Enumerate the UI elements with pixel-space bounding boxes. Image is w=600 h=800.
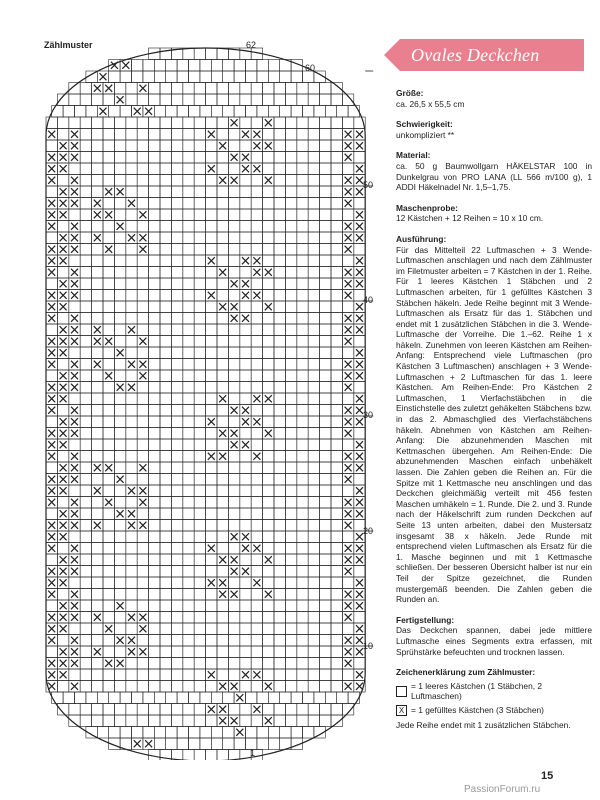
- row-label-10: 10: [363, 641, 374, 651]
- section-body-gauge: 12 Kästchen + 12 Reihen = 10 x 10 cm.: [396, 213, 544, 224]
- row-label-50: 50: [363, 180, 374, 190]
- row-label-1: 1: [250, 748, 256, 758]
- row-label-20: 20: [363, 526, 374, 536]
- section-body-execution: Für das Mittelteil 22 Luftmaschen + 3 Wende-Luftmaschen anschlagen und nach dem Zählmuster im Filetmuster arbeiten = 7 Kästchen in der 1. Reihe. Für 1 leeres Kästchen 1 Stäbchen und 2 Luftmaschen arbeiten, für 1 gefülltes Kästchen 3 Stäbchen häkeln. Jede Reihe beginnt mit 3 Wende-Luftmaschen als Ersatz für das 1. Stäbchen und endet mit 1 zusätzlichen Stäbchen in die 3. Wende-Luftmasche der Vorreihe. Die 1.–62. Reihe 1 x häkeln. Zunehmen von leeren Kästchen am Reihen-Anfang: Entsprechend viele Luftmaschen (pro Kästchen 3 Luftmaschen) anschlagen + 3 Wende-Luftmaschen + 2 Luftmaschen für das 1. leere Kästchen. Am Reihen-Ende: Pro Kästchen 2 Luftmaschen, 1 Vierfachstäbchen in die Einstichstelle des zuletzt gehäkelten Stäbchens bzw. in das 2. Abmaschglied des Vierfachstäbchens häkeln. Abnehmen von Kästchen am Reihen-Anfang: Die abzunehmenden Maschen mit Kettmaschen übergehen. Am Reihen-Ende: Die abzunehmenden Maschen einfach unbehäkelt lassen. Die Zahlen geben die Reihen an. Für die Spitze mit 1 Kettmasche neu anschlingen und das Deckchen gleichmäßig verteilt mit 456 festen Maschen umhäkeln = 1. Runde. Die 2. und 3. Runde nach der Häkelschrift zum runden Deckchen auf Seite 13 unten arbeiten, dabei den Mustersatz insgesamt 38 x häkeln. Jede Runde mit entsprechend vielen Luftmaschen als Ersatz für die 1. Masche beginnen und mit 1 Kettmasche schließen. Der besseren Übersicht halber ist nur ein Teil der Spitze gezeichnet, die Runden mustergemäß beenden. Die Zahlen geben die Runden an.: [396, 244, 592, 605]
- section-heading-gauge: Maschenprobe:: [396, 202, 458, 213]
- chart-grid: [40, 40, 380, 760]
- empty-box-icon: [396, 686, 407, 697]
- section-body-size: ca. 26,5 x 55,5 cm: [396, 98, 465, 109]
- section-heading-material: Material:: [396, 150, 431, 161]
- chart-title: Zählmuster: [44, 40, 93, 50]
- section-heading-execution: Ausführung:: [396, 233, 447, 244]
- page-number: 15: [541, 770, 554, 782]
- section-body-difficulty: unkompliziert **: [396, 129, 455, 140]
- watermark: PassionForum.ru: [464, 784, 541, 795]
- section-body-material: ca. 50 g Baumwollgarn HÄKELSTAR 100 in Dunkelgrau von PRO LANA (LL 566 m/100 g), 1 ADDI Häkelnadel Nr. 1,5–1,75.: [396, 160, 592, 193]
- instructions-column: [396, 82, 592, 730]
- filet-chart: [40, 40, 380, 760]
- row-label-30: 30: [363, 410, 374, 420]
- row-label-40: 40: [363, 295, 374, 305]
- legend-empty-text: = 1 leeres Kästchen (1 Stäbchen, 2 Luftmaschen): [411, 680, 543, 702]
- pattern-title: Ovales Deckchen: [411, 45, 540, 65]
- legend-filled-row: [396, 705, 592, 716]
- legend-empty-row: [396, 681, 592, 702]
- column-label-62: 62: [246, 40, 257, 50]
- filled-box-icon: X: [396, 705, 407, 716]
- column-label-60: 60: [305, 63, 316, 73]
- section-heading-size: Größe:: [396, 88, 424, 98]
- section-heading-difficulty: Schwierigkeit:: [396, 119, 453, 130]
- section-body-finishing: Das Deckchen spannen, dabei jede mittlere Luftmasche eines Segments extra erfassen, mit Sprühstärke befeuchten und trocknen lassen.: [396, 625, 592, 657]
- section-heading-finishing: Fertigstellung:: [396, 614, 455, 625]
- legend-heading: Zeichenerklärung zum Zählmuster:: [396, 667, 536, 678]
- legend-note: Jede Reihe endet mit 1 zusätzlichen Stäbchen.: [396, 719, 571, 730]
- legend-filled-text: = 1 gefülltes Kästchen (3 Stäbchen): [411, 705, 544, 716]
